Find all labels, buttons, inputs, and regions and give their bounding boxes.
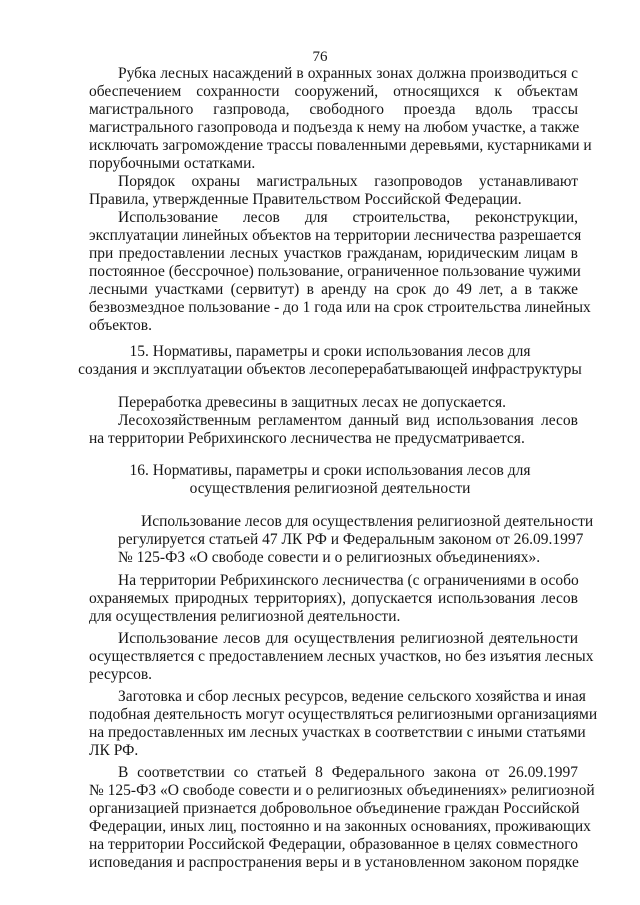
text-line: регулируется статьей 47 ЛК РФ и Федеральным законом от 26.09.1997 — [118, 531, 584, 548]
text-line: лесными участками (сервитут) в аренду на срок до 49 лет, а в также — [89, 281, 578, 298]
text-line: Правила, утвержденные Правительством Российской Федерации. — [89, 191, 522, 208]
text-line: Использование лесов для осуществления религиозной деятельности — [118, 630, 578, 647]
text-line: Порядок охраны магистральных газопроводов устанавливают — [118, 173, 578, 190]
text-line: для осуществления религиозной деятельности. — [89, 608, 401, 625]
text-line: объектов. — [89, 317, 152, 334]
text-line: магистрального газопровода и подъезда к нему на любом участке, а также — [89, 119, 580, 136]
text-line: обеспечением сохранности сооружений, относящихся к объектам — [89, 83, 578, 100]
text-line: исповедания и распространения веры и в установленном законом порядке — [89, 854, 579, 871]
text-line: на территории Ребрихинского лесничества не предусматривается. — [89, 430, 525, 447]
text-line: № 125-ФЗ «О свободе совести и о религиозных объединениях». — [118, 549, 541, 566]
text-line: исключать загромождение трассы поваленными деревьями, кустарниками и — [89, 137, 592, 154]
text-line: Рубка лесных насаждений в охранных зонах должна производиться с — [118, 65, 578, 82]
text-line: В соответствии со статьей 8 Федерального закона от 26.09.1997 — [118, 764, 578, 781]
text-line: на предоставленных им лесных участках в соответствии с иными статьями — [89, 724, 586, 741]
text-line: Федерации, иных лиц, постоянно и на законных основаниях, проживающих — [89, 818, 591, 835]
heading-line: осуществления религиозной деятельности — [189, 480, 471, 497]
text-line: эксплуатации линейных объектов на территории лесничества разрешается — [89, 227, 582, 244]
text-line: Использование лесов для осуществления религиозной деятельности — [141, 513, 594, 530]
heading-line: создания и эксплуатации объектов лесоперерабатывающей инфраструктуры — [78, 361, 582, 378]
text-line: организацией признается добровольное объединение граждан Российской — [89, 800, 580, 817]
text-line: Переработка древесины в защитных лесах не допускается. — [118, 394, 506, 411]
heading-line: 15. Нормативы, параметры и сроки использования лесов для — [129, 343, 531, 360]
text-line: при предоставлении лесных участков гражданам, юридическим лицам в — [89, 245, 578, 262]
text-line: безвозмездное пользование - до 1 года или на срок строительства линейных — [89, 299, 591, 316]
text-line: магистрального газпровода, свободного проезда вдоль трассы — [89, 101, 578, 118]
text-line: на территории Российской Федерации, образованное в целях совместного — [89, 836, 578, 853]
text-line: ЛК РФ. — [89, 742, 139, 759]
text-line: охраняемых природных территориях), допускается использования лесов — [89, 590, 578, 607]
heading-line: 16. Нормативы, параметры и сроки использования лесов для — [129, 462, 531, 479]
text-line: подобная деятельность могут осуществляться религиозными организациями — [89, 706, 598, 723]
text-line: постоянное (бессрочное) пользование, ограниченное пользование чужими — [89, 263, 581, 280]
text-line: осуществляется с предоставлением лесных участков, но без изъятия лесных — [89, 648, 594, 665]
text-line: Заготовка и сбор лесных ресурсов, ведение сельского хозяйства и иная — [118, 688, 586, 705]
text-line: На территории Ребрихинского лесничества (с ограничениями в особо — [118, 572, 579, 589]
text-line: Лесохозяйственным регламентом данный вид использования лесов — [118, 412, 578, 429]
text-line: № 125-ФЗ «О свободе совести и о религиозных объединениях» религиозной — [89, 782, 595, 799]
text-line: ресурсов. — [89, 666, 153, 683]
text-line: порубочными остатками. — [89, 155, 256, 172]
text-line: Использование лесов для строительства, реконструкции, — [118, 209, 578, 226]
page-number: 76 — [312, 49, 328, 65]
